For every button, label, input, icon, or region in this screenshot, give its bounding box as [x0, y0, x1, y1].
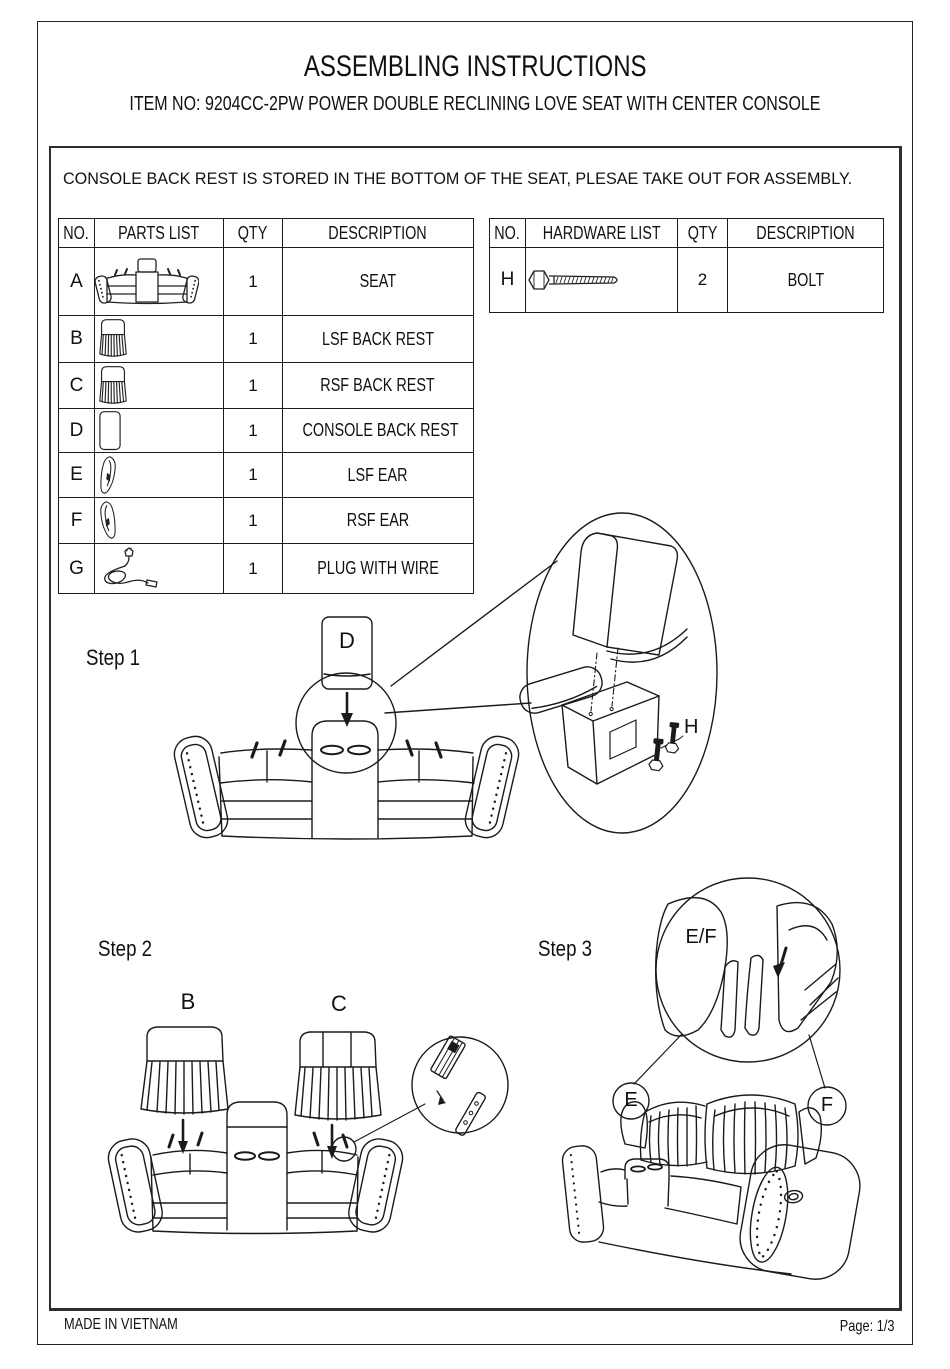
part-no: E	[59, 453, 95, 498]
assembly-notice-text: CONSOLE BACK REST IS STORED IN THE BOTTOM OF THE SEAT, PLESAE TAKE OUT FOR ASSEMBLY.	[63, 169, 853, 188]
table-row	[59, 248, 474, 316]
page-title-text: ASSEMBLING INSTRUCTIONS	[303, 50, 647, 83]
item-number-text: ITEM NO: 9204CC-2PW POWER DOUBLE RECLINING LOVE SEAT WITH CENTER CONSOLE	[129, 93, 821, 115]
part-no: F	[59, 498, 95, 544]
console-backrest-icon	[95, 410, 125, 452]
lsf-backrest-icon	[95, 317, 131, 361]
step2-figure	[95, 975, 525, 1260]
part-description: CONSOLE BACK REST	[283, 409, 474, 453]
step3-detail-ef-label: E/F	[685, 926, 717, 948]
part-icon-cell	[95, 248, 224, 316]
part-icon-cell	[95, 409, 224, 453]
step3-part-e-label: E	[624, 1089, 638, 1111]
part-description: PLUG WITH WIRE	[283, 544, 474, 594]
page-title	[37, 50, 913, 84]
part-qty: 1	[224, 363, 283, 409]
part-icon-cell	[95, 453, 224, 498]
hardware-no: H	[490, 248, 526, 313]
part-qty: 1	[224, 498, 283, 544]
part-qty: 1	[224, 544, 283, 594]
seat-icon	[95, 256, 199, 308]
part-icon-cell	[95, 316, 224, 363]
step1-figure	[160, 505, 740, 855]
plug-with-wire-icon	[95, 547, 159, 591]
bolt-icon	[526, 267, 626, 293]
part-no: A	[59, 248, 95, 316]
part-qty: 1	[224, 453, 283, 498]
part-no: G	[59, 544, 95, 594]
step2-label: Step 2	[98, 936, 153, 961]
item-number-line	[37, 93, 913, 116]
made-in-label: MADE IN VIETNAM	[64, 1316, 178, 1333]
part-no: C	[59, 363, 95, 409]
part-qty: 1	[224, 248, 283, 316]
step1-part-d-label: D	[339, 628, 355, 653]
hardware-header-description: DESCRIPTION	[728, 219, 884, 248]
assembly-notice	[63, 169, 894, 189]
step2-diagram	[95, 975, 525, 1260]
table-row	[59, 363, 474, 409]
step1-diagram	[160, 505, 740, 855]
rsf-ear-icon	[95, 500, 121, 541]
part-description: RSF BACK REST	[283, 363, 474, 409]
part-qty: 1	[224, 409, 283, 453]
part-no: B	[59, 316, 95, 363]
table-row	[59, 316, 474, 363]
hardware-table	[489, 218, 884, 313]
part-description: SEAT	[283, 248, 474, 316]
hardware-table-header-row	[490, 219, 884, 248]
hardware-description: BOLT	[728, 248, 884, 313]
hardware-header-list: HARDWARE LIST	[526, 219, 678, 248]
page-number-label: Page: 1/3	[839, 1318, 894, 1335]
part-icon-cell	[95, 363, 224, 409]
part-description: RSF EAR	[283, 498, 474, 544]
parts-header-description: DESCRIPTION	[283, 219, 474, 248]
parts-header-no: NO.	[59, 219, 95, 248]
hardware-header-qty: QTY	[678, 219, 728, 248]
part-qty: 1	[224, 316, 283, 363]
table-row	[59, 409, 474, 453]
rsf-backrest-icon	[95, 364, 131, 408]
hardware-header-no: NO.	[490, 219, 526, 248]
step2-part-b-label: B	[180, 989, 196, 1014]
lsf-ear-icon	[95, 455, 121, 496]
parts-header-list: PARTS LIST	[95, 219, 224, 248]
step2-part-c-label: C	[331, 991, 347, 1016]
step1-hardware-h-label: H	[684, 716, 699, 738]
parts-table-header-row	[59, 219, 474, 248]
table-row	[59, 453, 474, 498]
table-row	[490, 248, 884, 313]
step1-label: Step 1	[86, 645, 141, 670]
hardware-icon-cell	[526, 248, 678, 313]
part-description: LSF BACK REST	[283, 316, 474, 363]
part-no: D	[59, 409, 95, 453]
part-description: LSF EAR	[283, 453, 474, 498]
hardware-qty: 2	[678, 248, 728, 313]
step3-label: Step 3	[538, 936, 593, 961]
parts-header-qty: QTY	[224, 219, 283, 248]
step3-part-f-label: F	[820, 1094, 834, 1116]
